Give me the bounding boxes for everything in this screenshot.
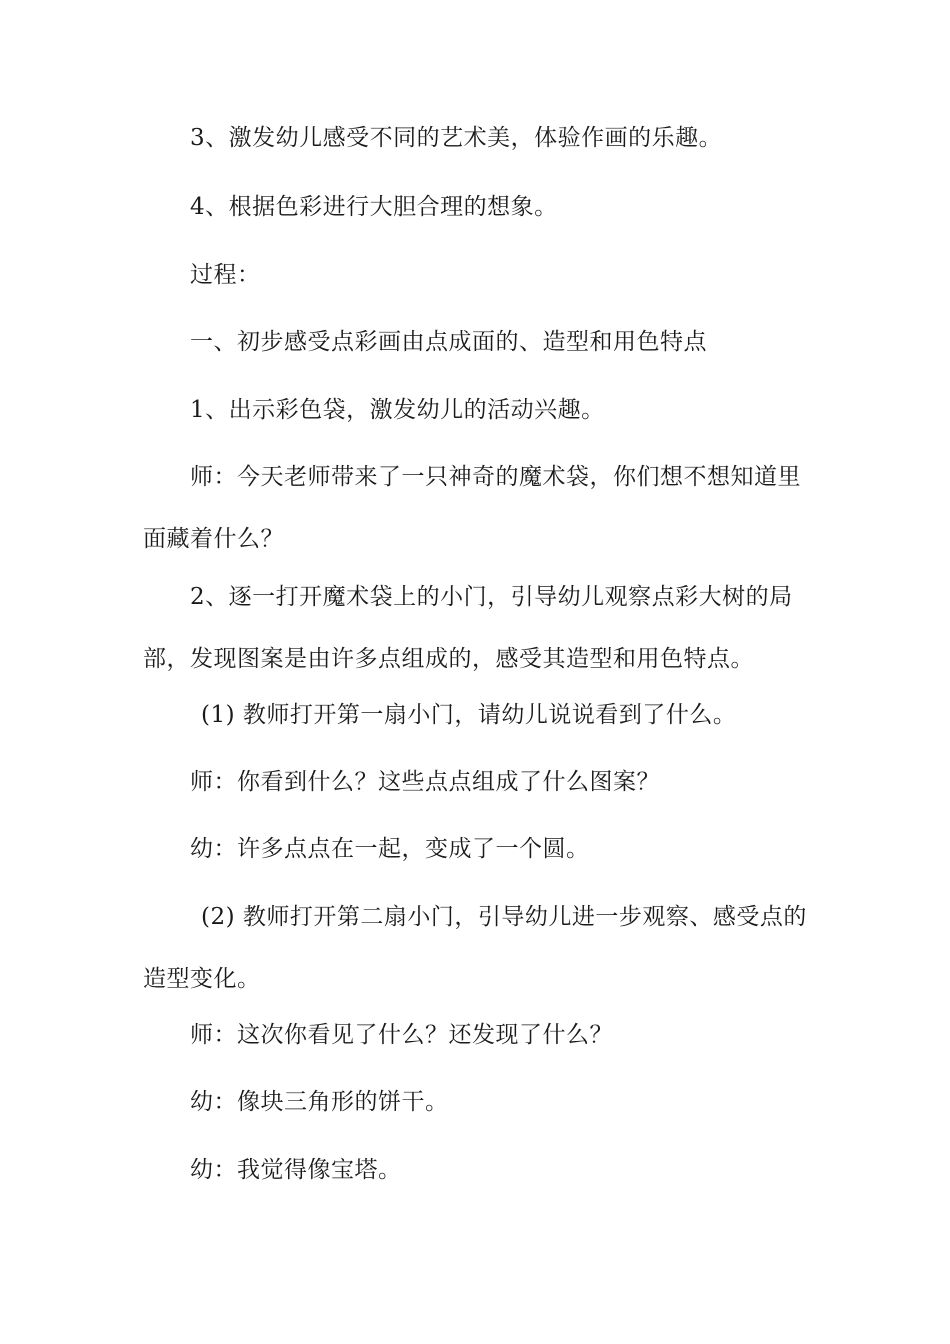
- paragraph-goal-3: 3、激发幼儿感受不同的艺术美，体验作画的乐趣。: [190, 125, 723, 151]
- paragraph-step-2: 2、逐一打开魔术袋上的小门，引导幼儿观察点彩大树的局部，发现图案是由许多点组成的，感受其造型和用色特点。: [143, 584, 793, 672]
- paragraph-substep-2: (2) 教师打开第二扇小门，引导幼儿进一步观察、感受点的造型变化。: [143, 904, 807, 992]
- paragraph-child-answer-2: 幼：像块三角形的饼干。: [190, 1089, 449, 1115]
- paragraph-process-heading: 过程：: [190, 262, 261, 288]
- paragraph-substep-1: (1) 教师打开第一扇小门，请幼儿说说看到了什么。: [201, 702, 737, 728]
- paragraph-child-answer-3: 幼：我觉得像宝塔。: [190, 1157, 402, 1183]
- paragraph-teacher-question-1: 师：你看到什么？这些点点组成了什么图案？: [190, 769, 660, 795]
- paragraph-goal-4: 4、根据色彩进行大胆合理的想象。: [190, 194, 558, 220]
- paragraph-step-1: 1、出示彩色袋，激发幼儿的活动兴趣。: [190, 397, 605, 423]
- paragraph-teacher-question-2: 师：这次你看见了什么？还发现了什么？: [190, 1022, 613, 1048]
- paragraph-teacher-intro: 师：今天老师带来了一只神奇的魔术袋，你们想不想知道里面藏着什么？: [143, 464, 801, 552]
- paragraph-child-answer-1: 幼：许多点点在一起，变成了一个圆。: [190, 836, 590, 862]
- paragraph-section-1: 一、初步感受点彩画由点成面的、造型和用色特点: [190, 329, 707, 355]
